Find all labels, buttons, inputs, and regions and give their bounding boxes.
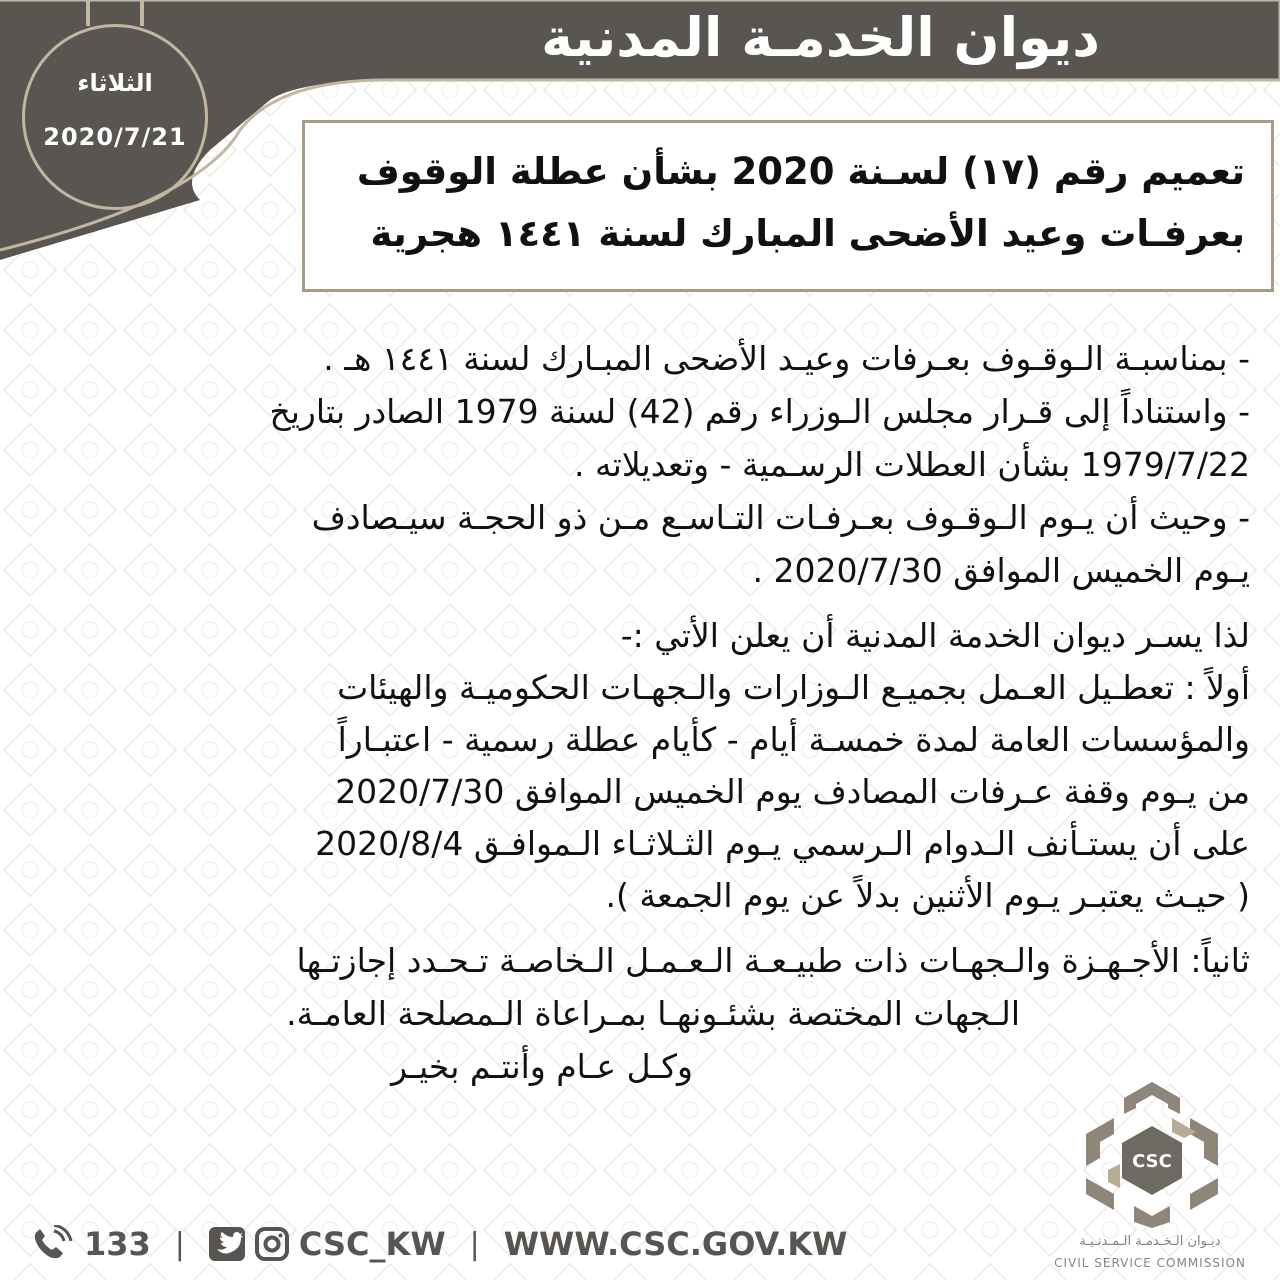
date-badge <box>22 24 208 210</box>
logo-name-ar: ديـوان الـخـدمـة الـمـدنـيـة <box>1079 1234 1221 1249</box>
footer-social[interactable] <box>209 1225 446 1263</box>
instagram-icon <box>255 1227 289 1261</box>
csc-logo-icon <box>1072 1078 1232 1228</box>
body-line: - وحيث أن يـوم الـوقـوف بعـرفـات التـاسـع مـن ذو الحجـة سيـصادف <box>311 498 1250 537</box>
twitter-icon <box>209 1227 245 1261</box>
body-line: ( حيـث يعتبـر يـوم الأثنين بدلاً عن يوم الجمعة ). <box>605 876 1250 915</box>
page-title: ديوان الخدمـة المدنية <box>541 6 1100 69</box>
body-line: من يـوم وقفة عـرفات المصادف يوم الخميس الموافق 2020/7/30 <box>335 772 1250 811</box>
badge-hanger-left <box>86 0 90 26</box>
notice-title-line-1: تعميم رقم (١٧) لسـنة 2020 بشأن عطلة الوقوف <box>356 150 1245 193</box>
footer-separator: | <box>174 1226 185 1262</box>
body-line: - واستناداً إلى قـرار مجلس الـوزراء رقم (42) لسنة 1979 الصادر بتاريخ <box>269 392 1250 431</box>
logo-mark-text: CSC <box>1132 1151 1172 1172</box>
body-line: - بمناسبـة الـوقـوف بعـرفات وعيـد الأضحى المبـارك لسنة ١٤٤١ هـ . <box>323 339 1250 378</box>
notice-title-box <box>302 120 1274 292</box>
footer-separator: | <box>469 1226 480 1262</box>
date-day: الثلاثاء <box>77 69 153 97</box>
body-line: والمؤسسات العامة لمدة خمسـة أيام - كأيام عطلة رسمية - اعتبـاراً <box>337 720 1250 759</box>
closing-greeting: وكـل عـام وأنتـم بخيـر <box>391 1047 693 1086</box>
website-link[interactable]: WWW.CSC.GOV.KW <box>503 1225 848 1263</box>
notice-title-line-2: بعرفـات وعيد الأضحى المبارك لسنة ١٤٤١ هجرية <box>370 212 1245 255</box>
body-line: أولاً : تعطـيل العـمل بجميـع الـوزارات والـجهـات الحكوميـة والهيئات <box>337 668 1250 707</box>
social-handle: CSC_KW <box>298 1225 446 1263</box>
notice-body <box>34 332 1250 1093</box>
date-value: 2020/7/21 <box>43 123 187 151</box>
footer-phone[interactable] <box>30 1225 151 1263</box>
body-line: يـوم الخميس الموافق 2020/7/30 . <box>752 551 1250 590</box>
body-line: لذا يسـر ديوان الخدمة المدنية أن يعلن الأتي :- <box>620 616 1250 655</box>
body-line: ثانياً: الأجـهـزة والـجهـات ذات طبيـعـة الـعـمـل الـخاصـة تـحـدد إجازتـها <box>296 941 1250 980</box>
body-line: على أن يستـأنف الـدوام الـرسمي يـوم الثـلاثـاء الـموافـق 2020/8/4 <box>315 824 1250 863</box>
body-line: الـجهات المختصة بشئـونهـا بمـراعاة الـمصلحة العامـة. <box>286 994 1020 1033</box>
body-line: 1979/7/22 بشأن العطلات الرسـمية - وتعديلاته . <box>573 445 1250 484</box>
phone-number: 133 <box>84 1225 151 1263</box>
footer-bar <box>30 1222 847 1266</box>
phone-icon <box>30 1225 74 1263</box>
logo-name-en: CIVIL SERVICE COMMISSION <box>1054 1256 1246 1270</box>
badge-hanger-right <box>140 0 144 26</box>
